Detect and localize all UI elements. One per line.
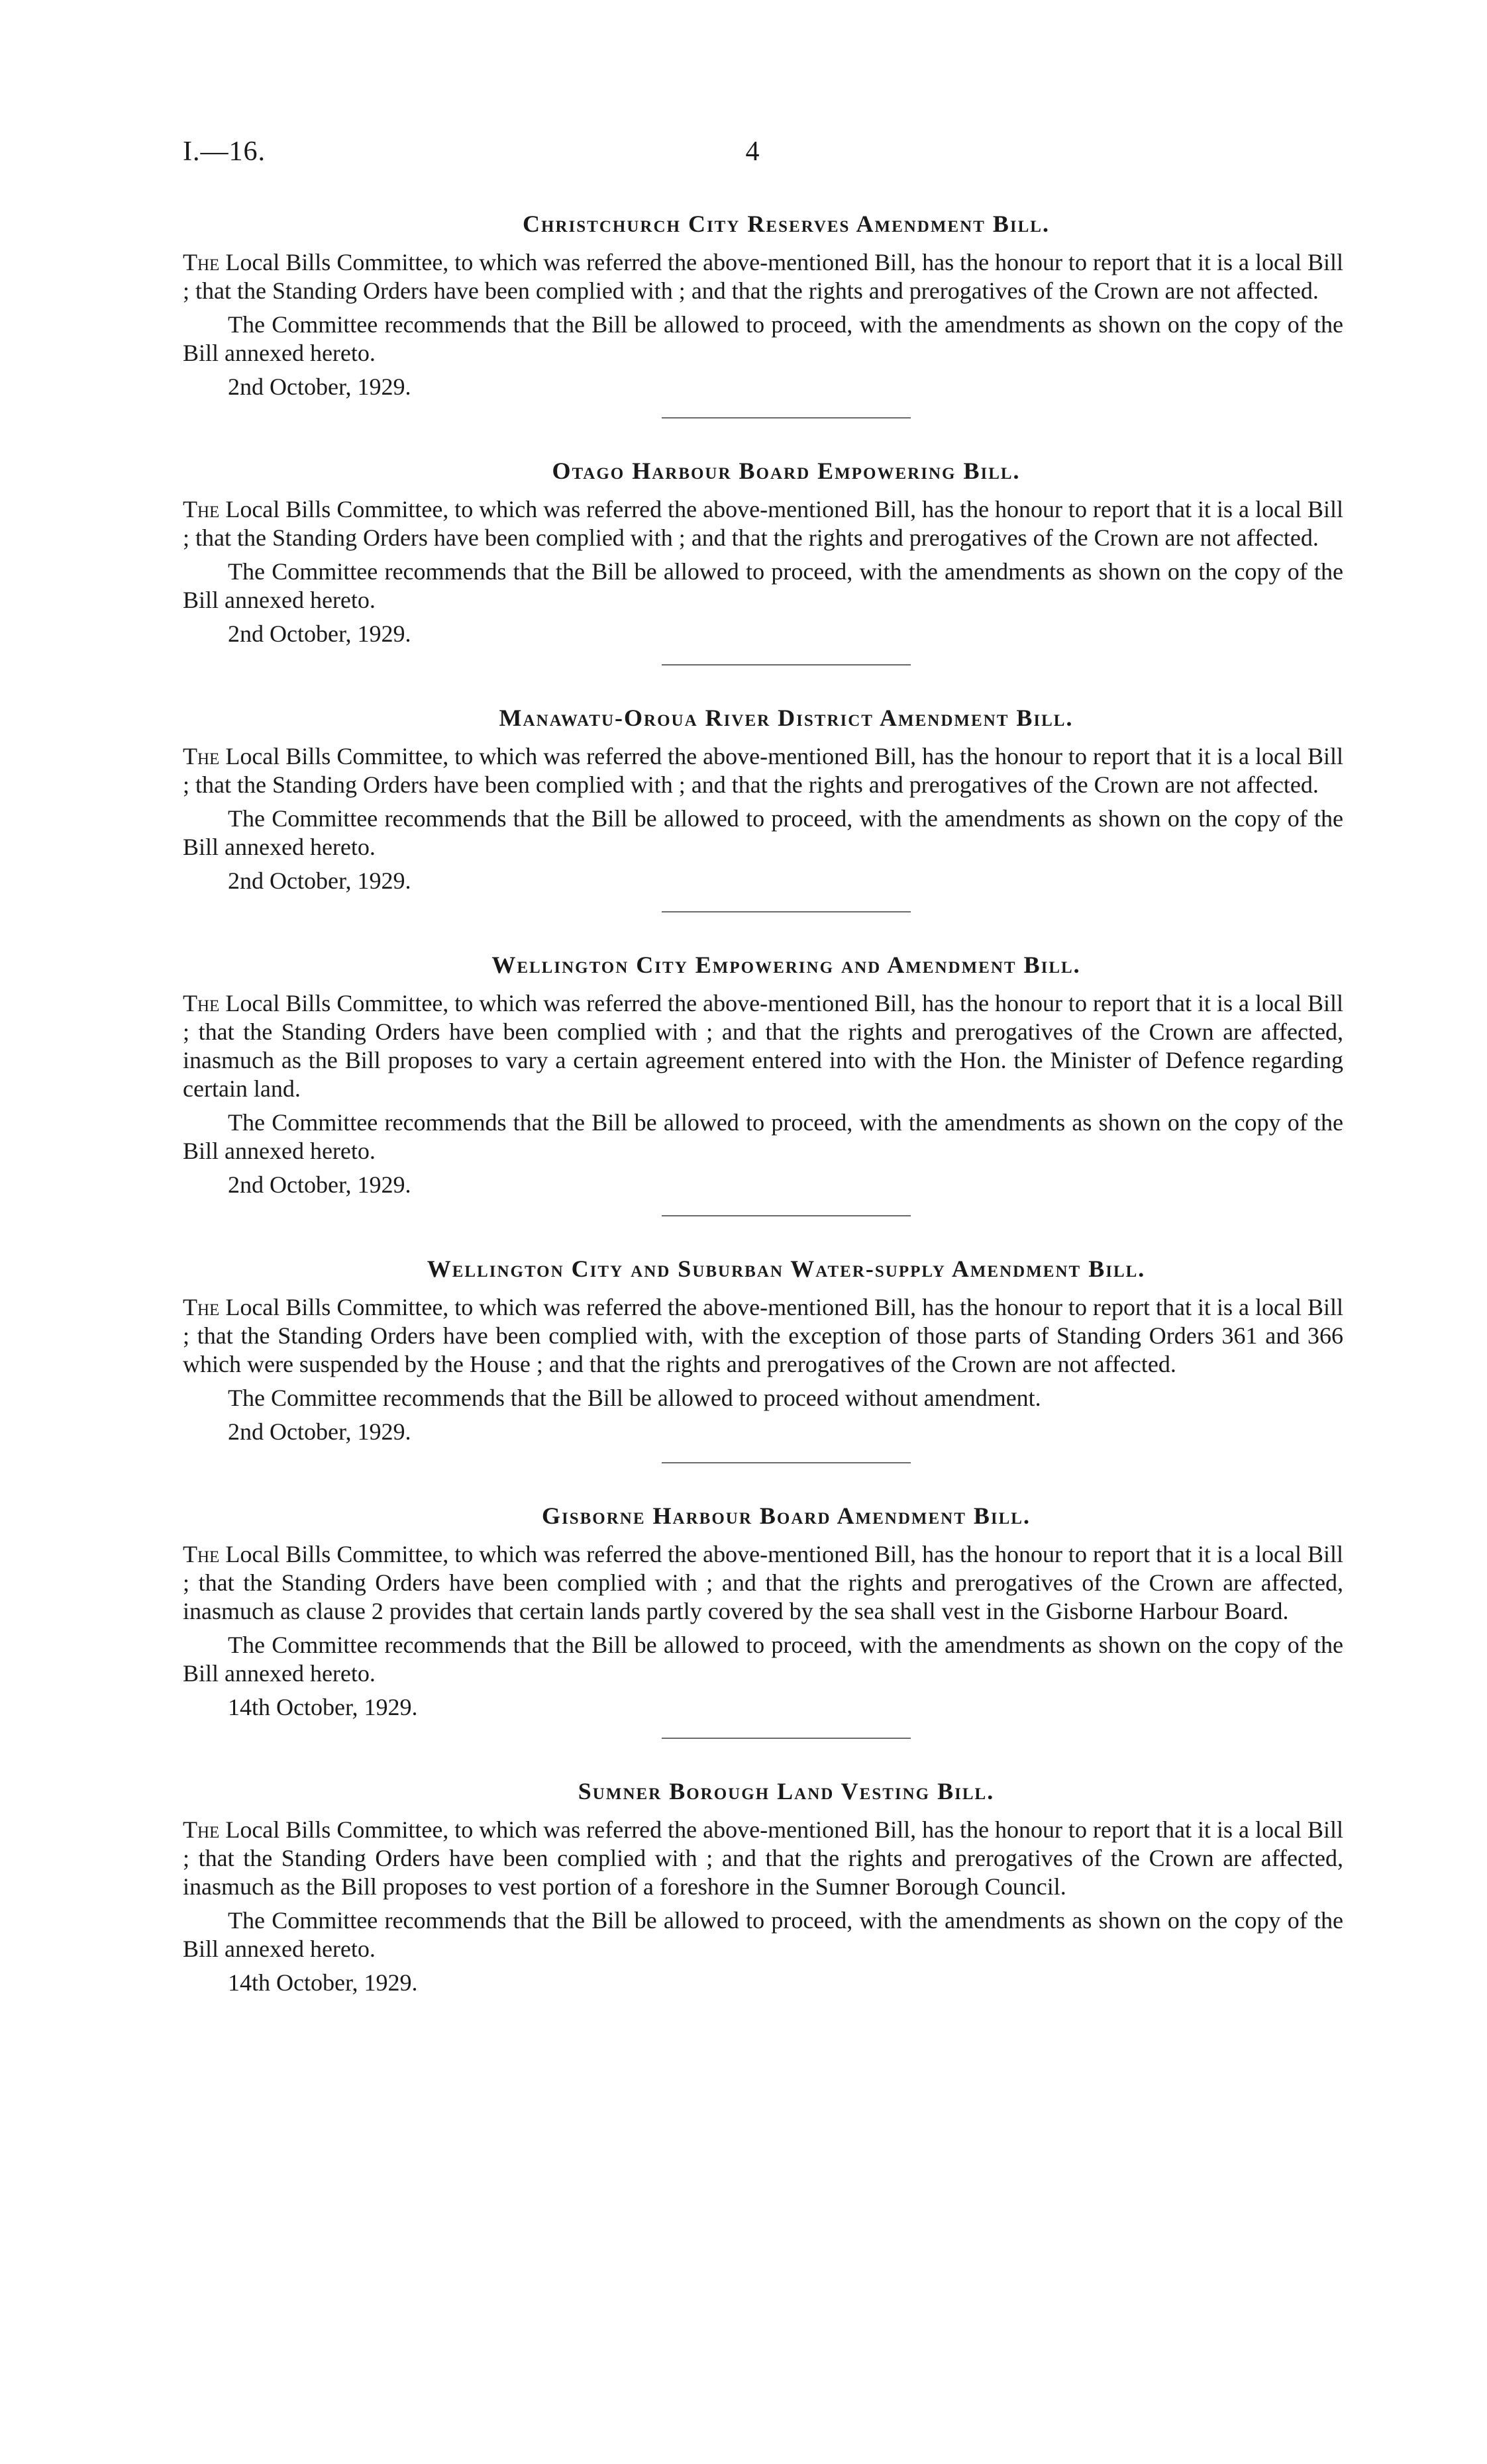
section-divider	[662, 417, 911, 419]
report-lead-word: The	[183, 1816, 220, 1843]
report-manawatu-oroua	[183, 703, 1343, 912]
report-title: Manawatu-Oroua River District Amendment Bill.	[499, 705, 1074, 731]
report-body-text: Local Bills Committee, to which was referred the above-mentioned Bill, has the honour to report that it is a local Bill ; that the Standing Orders have been complied with ; and that the rights and prerogatives of the Crown are affected, inasmuch as clause 2 provides that certain lands partly covered by the sea shall vest in the Gisborne Harbour Board.	[183, 1541, 1343, 1624]
report-recommendation: The Committee recommends that the Bill be allowed to proceed, with the amendments as shown on the copy of the Bill annexed hereto.	[183, 805, 1343, 860]
report-title: Christchurch City Reserves Amendment Bill.	[523, 211, 1050, 237]
report-wellington-water-supply	[183, 1254, 1343, 1463]
report-title: Otago Harbour Board Empowering Bill.	[552, 458, 1021, 484]
report-date: 2nd October, 1929.	[228, 867, 411, 894]
report-date: 2nd October, 1929.	[228, 620, 411, 647]
report-lead-word: The	[183, 990, 220, 1016]
report-title: Sumner Borough Land Vesting Bill.	[578, 1778, 995, 1804]
report-lead-word: The	[183, 1541, 220, 1567]
page-number: 4	[745, 136, 760, 167]
report-list	[183, 209, 1343, 1997]
report-lead-word: The	[183, 496, 220, 522]
report-lead-word: The	[183, 1294, 220, 1320]
report-title: Wellington City Empowering and Amendment Bill.	[491, 952, 1081, 978]
report-sumner-borough	[183, 1776, 1343, 1997]
report-wellington-city-empowering	[183, 950, 1343, 1216]
report-body-text: Local Bills Committee, to which was referred the above-mentioned Bill, has the honour to report that it is a local Bill ; that the Standing Orders have been complied with ; and that the rights and prerogatives of the Crown are not affected.	[183, 249, 1343, 304]
report-recommendation: The Committee recommends that the Bill be allowed to proceed, with the amendments as shown on the copy of the Bill annexed hereto.	[183, 1907, 1343, 1962]
report-body	[183, 1816, 1343, 1901]
report-recommendation: The Committee recommends that the Bill be allowed to proceed, with the amendments as shown on the copy of the Bill annexed hereto.	[183, 558, 1343, 613]
section-divider	[662, 1215, 911, 1216]
report-body	[183, 495, 1343, 552]
report-body	[183, 742, 1343, 799]
report-body-text: Local Bills Committee, to which was referred the above-mentioned Bill, has the honour to report that it is a local Bill ; that the Standing Orders have been complied with ; and that the rights and prerogatives of the Crown are not affected.	[183, 496, 1343, 551]
report-recommendation: The Committee recommends that the Bill be allowed to proceed, with the amendments as shown on the copy of the Bill annexed hereto.	[183, 311, 1343, 366]
section-divider	[662, 1738, 911, 1739]
report-body	[183, 248, 1343, 305]
report-body	[183, 989, 1343, 1103]
section-divider	[662, 1462, 911, 1463]
report-recommendation: The Committee recommends that the Bill be allowed to proceed, with the amendments as shown on the copy of the Bill annexed hereto.	[183, 1109, 1343, 1164]
paper-reference: I.—16.	[183, 136, 266, 167]
report-date: 2nd October, 1929.	[228, 1171, 411, 1198]
report-recommendation: The Committee recommends that the Bill be allowed to proceed without amendment.	[228, 1385, 1041, 1411]
report-date: 2nd October, 1929.	[228, 373, 411, 400]
report-body-text: Local Bills Committee, to which was referred the above-mentioned Bill, has the honour to report that it is a local Bill ; that the Standing Orders have been complied with ; and that the rights and prerogatives of the Crown are not affected.	[183, 743, 1343, 798]
page-header	[183, 136, 1322, 175]
report-date: 2nd October, 1929.	[228, 1418, 411, 1445]
report-title: Gisborne Harbour Board Amendment Bill.	[542, 1503, 1031, 1529]
report-body-text: Local Bills Committee, to which was referred the above-mentioned Bill, has the honour to report that it is a local Bill ; that the Standing Orders have been complied with ; and that the rights and prerogatives of the Crown are affected, inasmuch as the Bill proposes to vest portion of a foreshore in the Sumner Borough Council.	[183, 1816, 1343, 1900]
report-lead-word: The	[183, 249, 220, 275]
report-christchurch-city-reserves	[183, 209, 1343, 419]
report-lead-word: The	[183, 743, 220, 769]
report-date: 14th October, 1929.	[228, 1694, 418, 1720]
report-recommendation: The Committee recommends that the Bill be allowed to proceed, with the amendments as shown on the copy of the Bill annexed hereto.	[183, 1632, 1343, 1687]
report-body	[183, 1540, 1343, 1626]
report-body	[183, 1293, 1343, 1379]
report-gisborne-harbour-board	[183, 1501, 1343, 1739]
report-body-text: Local Bills Committee, to which was referred the above-mentioned Bill, has the honour to report that it is a local Bill ; that the Standing Orders have been complied with ; and that the rights and prerogatives of the Crown are affected, inasmuch as the Bill proposes to vary a certain agreement entered into with the Hon. the Minister of Defence regarding certain land.	[183, 990, 1343, 1102]
report-otago-harbour-board	[183, 456, 1343, 665]
report-body-text: Local Bills Committee, to which was referred the above-mentioned Bill, has the honour to report that it is a local Bill ; that the Standing Orders have been complied with, with the exception of those parts of Standing Orders 361 and 366 which were suspended by the House ; and that the rights and prerogatives of the Crown are not affected.	[183, 1294, 1343, 1377]
report-title: Wellington City and Suburban Water-supply Amendment Bill.	[427, 1256, 1146, 1282]
section-divider	[662, 911, 911, 912]
section-divider	[662, 664, 911, 665]
report-date: 14th October, 1929.	[228, 1969, 418, 1996]
